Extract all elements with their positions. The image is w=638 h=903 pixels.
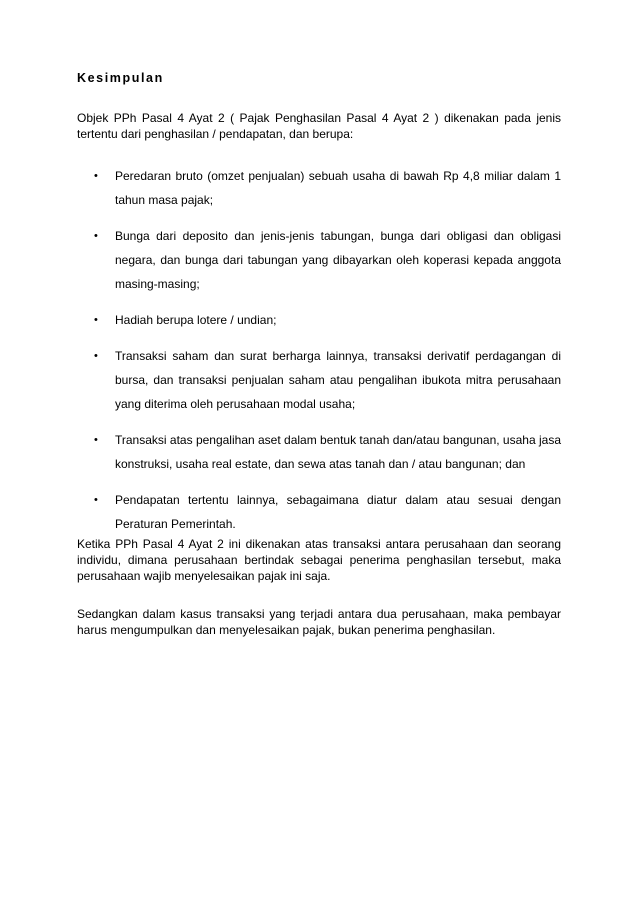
list-item bbox=[77, 488, 561, 536]
list-item-text: Hadiah berupa lotere / undian; bbox=[115, 313, 277, 327]
bullet-icon: • bbox=[94, 434, 98, 446]
bullet-icon: • bbox=[94, 230, 98, 242]
list-item bbox=[77, 164, 561, 212]
list-item bbox=[77, 224, 561, 296]
list-item-text: Bunga dari deposito dan jenis-jenis tabungan, bunga dari obligasi dan obligasi negara, dan bunga dari tabungan yang dibayarkan oleh koperasi kepada anggota masing-masing; bbox=[115, 229, 561, 291]
document-body bbox=[77, 70, 561, 638]
section-heading: Kesimpulan bbox=[77, 71, 164, 85]
list-item-text: Transaksi saham dan surat berharga lainnya, transaksi derivatif perdagangan di bursa, dan transaksi penjualan saham atau pengalihan ibukota mitra perusahaan yang diterima oleh perusahaan modal usaha; bbox=[115, 349, 561, 411]
list-item bbox=[77, 344, 561, 416]
list-item bbox=[77, 308, 561, 332]
list-item-text: Transaksi atas pengalihan aset dalam bentuk tanah dan/atau bangunan, usaha jasa konstruksi, usaha real estate, dan sewa atas tanah dan / atau bangunan; dan bbox=[115, 433, 561, 471]
paragraph-company-company: Sedangkan dalam kasus transaksi yang terjadi antara dua perusahaan, maka pembayar harus mengumpulkan dan menyelesaikan pajak, bukan penerima penghasilan. bbox=[77, 607, 561, 637]
paragraph-company-individual: Ketika PPh Pasal 4 Ayat 2 ini dikenakan atas transaksi antara perusahaan dan seorang individu, dimana perusahaan bertindak sebagai penerima penghasilan tersebut, maka perusahaan wajib menyelesaikan pajak ini saja. bbox=[77, 537, 561, 583]
list-item-text: Peredaran bruto (omzet penjualan) sebuah usaha di bawah Rp 4,8 miliar dalam 1 tahun masa pajak; bbox=[115, 169, 561, 207]
bullet-icon: • bbox=[94, 494, 98, 506]
bullet-list bbox=[77, 164, 561, 536]
list-item-text: Pendapatan tertentu lainnya, sebagaimana diatur dalam atau sesuai dengan Peraturan Pemerintah. bbox=[115, 493, 561, 531]
bullet-icon: • bbox=[94, 350, 98, 362]
list-item bbox=[77, 428, 561, 476]
intro-paragraph: Objek PPh Pasal 4 Ayat 2 ( Pajak Penghasilan Pasal 4 Ayat 2 ) dikenakan pada jenis tertentu dari penghasilan / pendapatan, dan berupa: bbox=[77, 111, 561, 141]
bullet-icon: • bbox=[94, 170, 98, 182]
bullet-icon: • bbox=[94, 314, 98, 326]
